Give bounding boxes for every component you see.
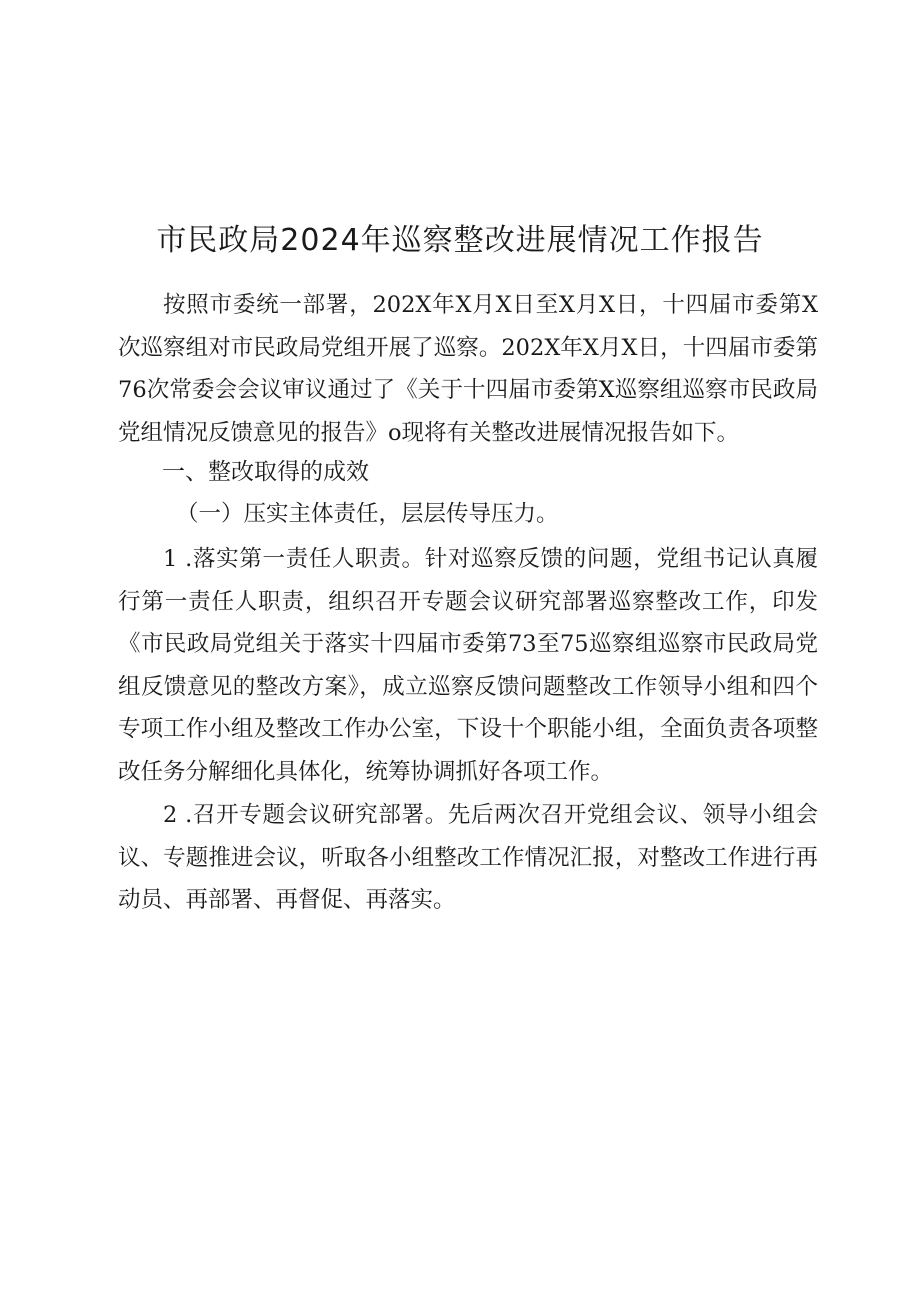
- paragraph-item-2: 2 .召开专题会议研究部署。先后两次召开党组会议、领导小组会议、专题推进会议，听取各小组整改工作情况汇报，对整改工作进行再动员、再部署、再督促、再落实。: [118, 802, 818, 913]
- intro-paragraph: 按照市委统一部署，202X年X月X日至X月X日，十四届市委第X次巡察组对市民政局党组开展了巡察。202X年X月X日，十四届市委第76次常委会会议审议通过了《关于十四届市委第X巡察组巡察市民政局党组情况反馈意见的报告》o现将有关整改进展情况报告如下。: [118, 292, 818, 446]
- paragraph-item-1: 1 .落实第一责任人职责。针对巡察反馈的问题，党组书记认真履行第一责任人职责，组织召开专题会议研究部署巡察整改工作，印发《市民政局党组关于落实十四届市委第73至75巡察组巡察市民政局党组反馈意见的整改方案》，成立巡察反馈问题整改工作领导小组和四个专项工作小组及整改工作办公室，下设十个职能小组，全面负责各项整改任务分解细化具体化，统筹协调抓好各项工作。: [118, 546, 818, 785]
- subsection-heading: （一）压实主体责任，层层传导压力。: [176, 501, 559, 527]
- section-heading: 一、整改取得的成效: [162, 459, 369, 485]
- document-title: 市民政局2024年巡察整改进展情况工作报告: [156, 223, 764, 258]
